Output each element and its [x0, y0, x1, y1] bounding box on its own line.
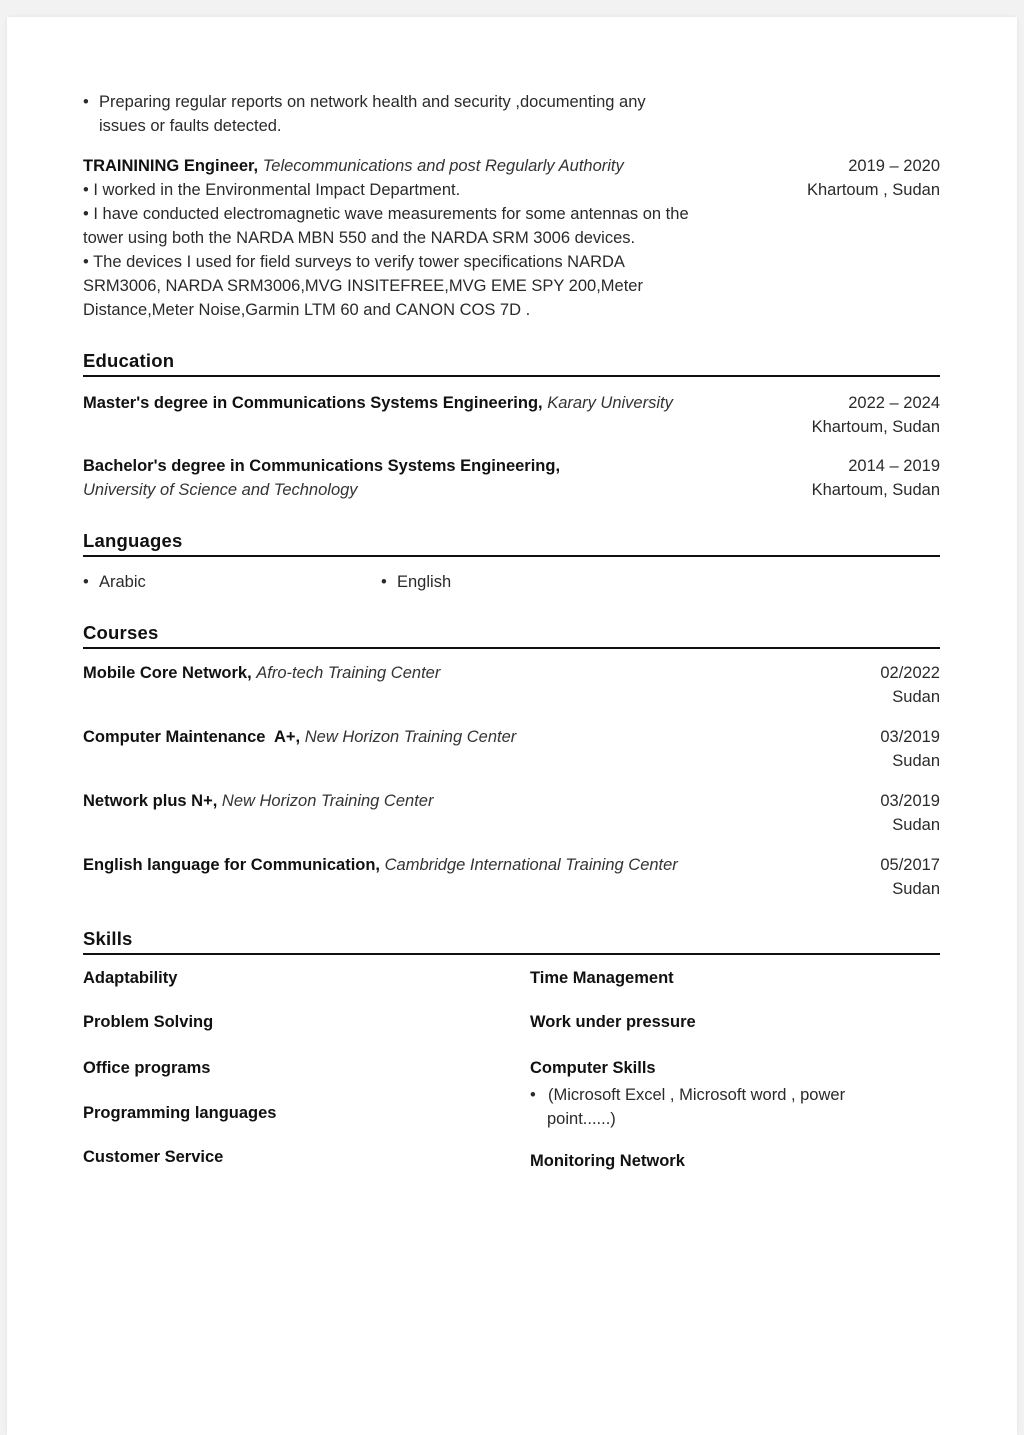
course-provider: New Horizon Training Center: [304, 728, 517, 746]
job-company: Telecommunications and post Regularly Authority: [262, 157, 624, 175]
section-title-skills: Skills: [83, 928, 133, 949]
course-date: 02/2022: [880, 664, 940, 682]
bullet-icon: •: [83, 93, 89, 111]
course-item: [83, 789, 433, 813]
section-title-education: Education: [83, 350, 175, 371]
job-line: • The devices I used for field surveys to verify tower specifications NARDA: [83, 253, 625, 271]
course-name: English language for Communication,: [83, 856, 381, 874]
experience-bullet-continued: • Preparing regular reports on network health and security ,documenting any: [83, 90, 646, 114]
section-divider: [83, 647, 940, 649]
course-item: [83, 725, 516, 749]
job-heading: [83, 154, 624, 178]
job-title: TRAININING Engineer,: [83, 157, 259, 175]
course-date: 03/2019: [880, 792, 940, 810]
section-divider: [83, 953, 940, 955]
skill-item: Work under pressure: [530, 1013, 696, 1031]
skill-item: Programming languages: [83, 1104, 277, 1122]
education-dates: 2014 – 2019: [848, 457, 940, 475]
experience-bullet-continued-line2: issues or faults detected.: [99, 117, 282, 135]
section-title-languages: Languages: [83, 530, 183, 551]
skill-item: Monitoring Network: [530, 1152, 685, 1170]
education-location: Khartoum, Sudan: [811, 481, 940, 499]
skill-item: Customer Service: [83, 1148, 224, 1166]
job-line: SRM3006, NARDA SRM3006,MVG INSITEFREE,MVG EME SPY 200,Meter: [83, 277, 643, 295]
skill-item: Computer Skills: [530, 1059, 656, 1077]
course-location: Sudan: [892, 752, 940, 770]
job-line: Distance,Meter Noise,Garmin LTM 60 and CANON COS 7D .: [83, 301, 531, 319]
resume-page: [7, 17, 1017, 1435]
section-divider: [83, 375, 940, 377]
skill-item: Adaptability: [83, 969, 178, 987]
education-degree: Master's degree in Communications Systems Engineering,: [83, 394, 543, 412]
education-school: University of Science and Technology: [83, 481, 358, 499]
course-item: [83, 853, 678, 877]
job-line: • I worked in the Environmental Impact Department.: [83, 181, 461, 199]
course-name: Computer Maintenance A+,: [83, 728, 301, 746]
course-provider: New Horizon Training Center: [221, 792, 434, 810]
job-location: Khartoum , Sudan: [807, 181, 940, 199]
job-line: tower using both the NARDA MBN 550 and the NARDA SRM 3006 devices.: [83, 229, 636, 247]
education-degree: Bachelor's degree in Communications Systems Engineering,: [83, 457, 561, 475]
course-provider: Cambridge International Training Center: [384, 856, 678, 874]
course-date: 03/2019: [880, 728, 940, 746]
skill-item: Problem Solving: [83, 1013, 214, 1031]
course-location: Sudan: [892, 688, 940, 706]
skill-item: Time Management: [530, 969, 674, 987]
course-name: Mobile Core Network,: [83, 664, 252, 682]
course-provider: Afro-tech Training Center: [256, 664, 441, 682]
job-line: • I have conducted electromagnetic wave measurements for some antennas on the: [83, 205, 689, 223]
course-location: Sudan: [892, 816, 940, 834]
education-item: [83, 391, 673, 415]
bullet-icon: •: [83, 573, 89, 591]
education-dates: 2022 – 2024: [848, 394, 940, 412]
skill-detail: • (Microsoft Excel , Microsoft word , power: [530, 1083, 845, 1107]
course-location: Sudan: [892, 880, 940, 898]
skill-detail-line2: point......): [547, 1110, 616, 1128]
bullet-icon: •: [530, 1086, 536, 1104]
language-item: • English: [381, 570, 451, 594]
section-divider: [83, 555, 940, 557]
course-item: [83, 661, 440, 685]
bullet-icon: •: [381, 573, 387, 591]
education-school: Karary University: [547, 394, 673, 412]
section-title-courses: Courses: [83, 622, 159, 643]
language-item: • Arabic: [83, 570, 146, 594]
job-dates: 2019 – 2020: [848, 157, 940, 175]
course-name: Network plus N+,: [83, 792, 218, 810]
skill-item: Office programs: [83, 1059, 211, 1077]
course-date: 05/2017: [880, 856, 940, 874]
education-location: Khartoum, Sudan: [811, 418, 940, 436]
